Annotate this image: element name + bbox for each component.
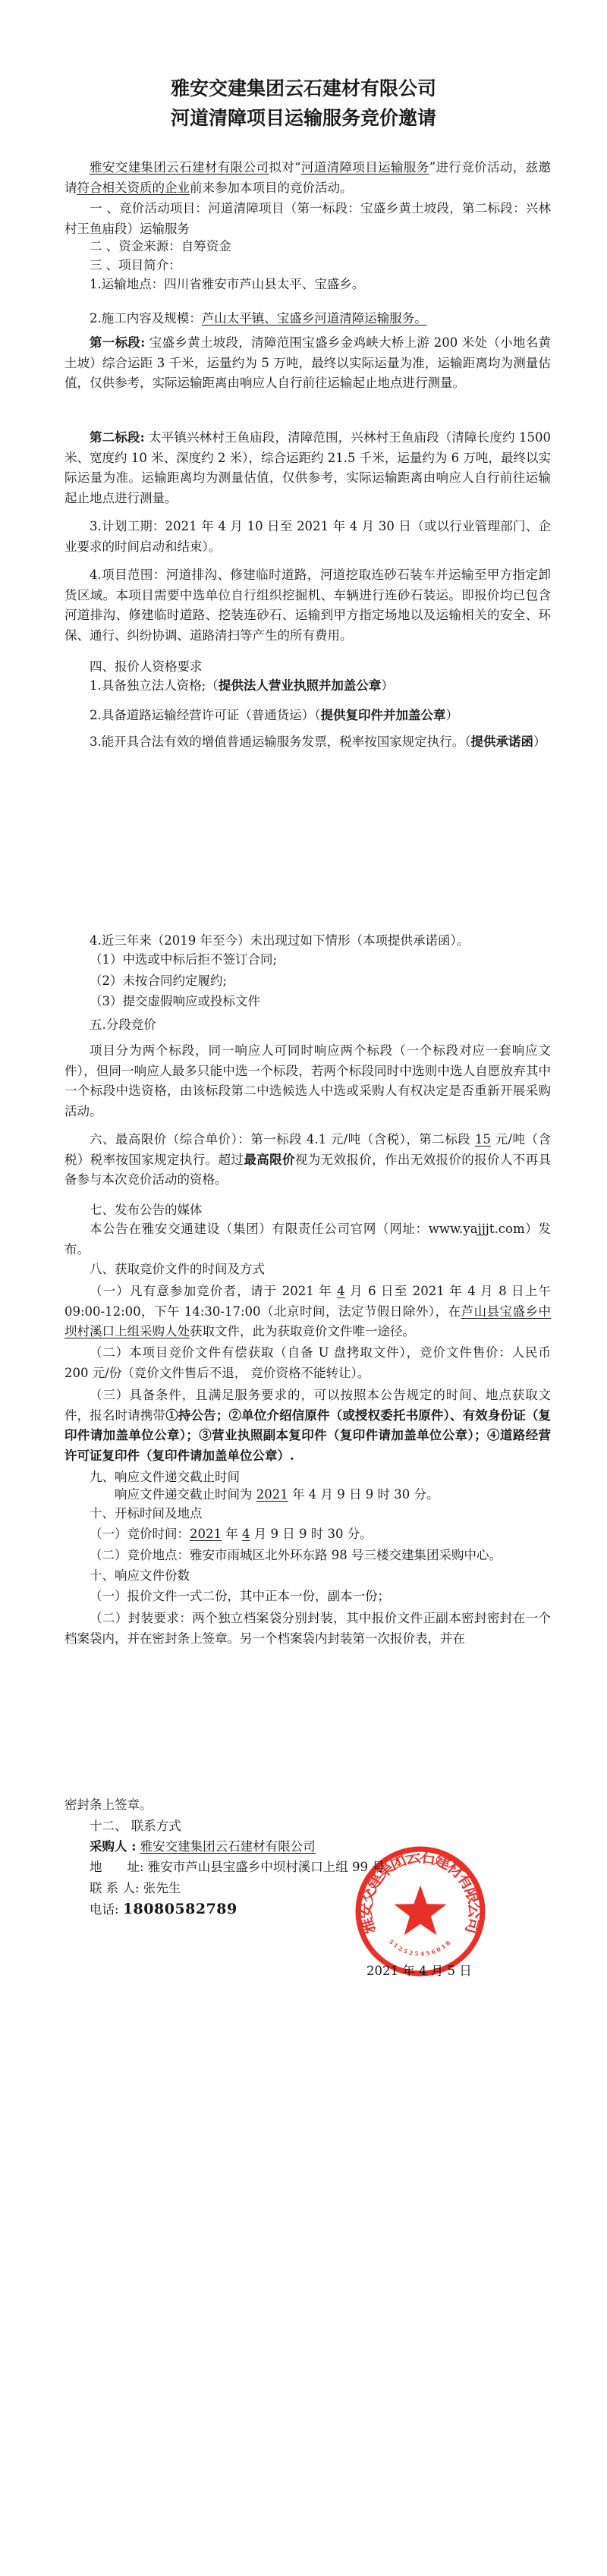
section-12-contact: 十二、 联系方式	[90, 1819, 181, 1833]
contact-address: 地 址: 雅安市芦山县宝盛乡中坝村溪口上组 99 号	[90, 1860, 385, 1874]
qualification-4-2: （2）未按合同约定履约;	[90, 973, 228, 988]
continuation-seal-line: 密封条上签章。	[64, 1798, 153, 1812]
section-10-opening: 十、开标时间及地点	[90, 1506, 203, 1521]
section-4-qualifications: 四、报价人资格要求	[90, 659, 203, 674]
signature-date: 2021 年 4 月 5 日	[366, 1964, 472, 1978]
qualification-3: 3.能开具合法有效的增值普通运输服务发票，税率按国家规定执行。（提供承诺函）	[90, 734, 546, 749]
section-1-project: 一 、竞价活动项目：河道清障项目（第一标段：宝盛乡黄土坡段，第二标段：兴林村王鱼庙段）运输服务	[64, 201, 551, 236]
company-seal	[353, 1844, 488, 1979]
contact-person: 联 系 人: 张先生	[90, 1881, 181, 1895]
document-title-line1: 雅安交建集团云石建材有限公司	[170, 77, 436, 99]
section-2-funding: 二 、资金来源：自筹资金	[90, 239, 231, 253]
section-8-item-2: （二）本项目竞价文件有偿获取（自备 U 盘拷取文件），竞价文件售价：人民币 200 元/份（竞价文件售后不退， 竞价资格不能转让）。	[64, 1345, 551, 1380]
section-9-deadline: 九、响应文件递交截止时间	[90, 1470, 240, 1484]
section-10-copies: 十、响应文件份数	[90, 1568, 190, 1583]
svg-text:512525456018	[388, 1938, 454, 1958]
intro-paragraph: 雅安交建集团云石建材有限公司拟对“河道清障项目运输服务”进行竞价活动，兹邀请符合相关资质的企业前来参加本项目的竞价活动。	[64, 160, 552, 195]
seal-serial: 512525456018	[387, 1938, 454, 1958]
section-5-segmented-bidding: 五.分段竞价	[90, 1018, 156, 1032]
qualification-4-1: （1）中选或中标后拒不签订合同;	[90, 952, 278, 967]
bid-section-2-detail: 第二标段: 太平镇兴林村王鱼庙段，清障范围，兴林村王鱼庙段（清障长度约 1500 米、宽度约 10 米、深度约 2 米），综合运距约 21.5 千米，运量约为 6 万吨，最终以实际运量为准。运输距离均为测量估值，仅供参考，实际运输距离由响应人自行前往运输起止地点进行测量。	[64, 430, 551, 505]
item-4-project-scope: 4.项目范围：河道排沟、修建临时道路，河道挖取连砂石装车并运输至甲方指定卸货区域。本项目需要中选单位自行组织挖掘机、车辆进行连砂石装运。即报价均已包含河道排沟、修建临时道路、挖装连砂石、运输到甲方指定场地以及运输相关的安全、环保、通行、纠纷协调、道路清扫等产生的所有费用。	[64, 568, 551, 643]
section-9-body: 响应文件递交截止时间为 2021 年 4 月 9 日 9 时 30 分。	[115, 1487, 439, 1502]
qualification-2: 2.具备道路运输经营许可证（普通货运）（提供复印件并加盖公章）	[90, 708, 458, 722]
document-title-line2: 河道清障项目运输服务竞价邀请	[170, 107, 436, 129]
section-8-obtain-documents: 八、获取竞价文件的时间及方式	[90, 1262, 265, 1276]
item-2-scope: 2.施工内容及规模：芦山太平镇、宝盛乡河道清障运输服务。	[90, 311, 427, 326]
seal-star	[394, 1886, 446, 1936]
section-6-price-cap: 六、最高限价（综合单价）：第一标段 4.1 元/吨（含税），第二标段 15 元/吨（含税）税率按国家规定执行。超过最高限价视为无效报价，作出无效报价的报价人不再具备参与本次竞价活动的资格。	[64, 1132, 552, 1187]
section-10-item-2: （二）竞价地点：雅安市雨城区北外环东路 98 号三楼交建集团采购中心。	[90, 1548, 502, 1562]
qualification-4-3: （3）提交虚假响应或投标文件	[90, 994, 260, 1008]
item-1-transport-location: 1.运输地点：四川省雅安市芦山县太平、宝盛乡。	[90, 277, 365, 291]
section-7-media: 七、发布公告的媒体	[90, 1203, 203, 1217]
section-5-body: 项目分为两个标段，同一响应人可同时响应两个标段（一个标段对应一套响应文件），但同一响应人最多只能中选一个标段，若两个标段同时中选则中选人自愿放弃其中一个标段中选资格，由该标段第二中选候选人中选或采购人有权决定是否重新开展采购活动。	[64, 1043, 551, 1118]
seal-company-text: 雅安交建集团云石建材有限公司	[357, 1847, 484, 1936]
contact-purchaser: 采购人 : 雅安交建集团云石建材有限公司	[90, 1839, 316, 1854]
section-8-item-3: （三）具备条件，且满足服务要求的，可以按照本公告规定的时间、地点获取文件，报名时请携带①持公告；②单位介绍信原件（或授权委托书原件）、有效身份证（复印件请加盖单位公章）；③营业执照副本复印件（复印件请加盖单位公章）；④道路经营许可证复印件（复印件请加盖单位公章）.	[64, 1388, 552, 1463]
section-8-item-1: （一）凡有意参加竞价者，请于 2021 年 4 月 6 日至 2021 年 4 月 8 日上午 09:00-12:00，下午 14:30-17:00（北京时间，法定节假日除外），在芦山县宝盛乡中坝村溪口上组采购人处获取文件，此为获取竞价文件唯一途径。	[64, 1284, 552, 1338]
qualification-4: 4.近三年来（2019 年至今）未出现过如下情形（本项提供承诺函）。	[90, 933, 470, 948]
item-3-schedule: 3.计划工期：2021 年 4 月 10 日至 2021 年 4 月 30 日（或以行业管理部门、企业要求的时间启动和结束）。	[64, 519, 551, 554]
section-10-item-1: （一）竞价时间：2021 年 4 月 9 日 9 时 30 分。	[90, 1527, 373, 1541]
contact-phone: 电话: 18080582789	[90, 1901, 237, 1917]
section-3-overview: 三 、项目简介：	[90, 258, 181, 272]
copies-item-2: （二）封装要求：两个独立档案袋分别封装，其中报价文件正副本密封密封在一个档案袋内，并在密封条上签章。另一个档案袋内封装第一次报价表，并在	[64, 1611, 551, 1646]
bid-section-1-detail: 第一标段: 宝盛乡黄土坡段，清障范围宝盛乡金鸡峡大桥上游 200 米处（小地名黄土坡）综合运距 3 千米，运量约为 5 万吨，最终以实际运量为准，运输距离均为测量估值，仅供参考，实际运输距离由响应人自行前往运输起止地点进行测量。	[64, 335, 552, 390]
copies-item-1: （一）报价文件一式二份，其中正本一份，副本一份；	[90, 1589, 390, 1603]
section-7-body: 本公告在雅安交通建设（集团）有限责任公司官网（网址：www.yajjjt.com）发布。	[64, 1222, 551, 1257]
qualification-1: 1.具备独立法人资格;（提供法人营业执照并加盖公章）	[90, 678, 394, 693]
